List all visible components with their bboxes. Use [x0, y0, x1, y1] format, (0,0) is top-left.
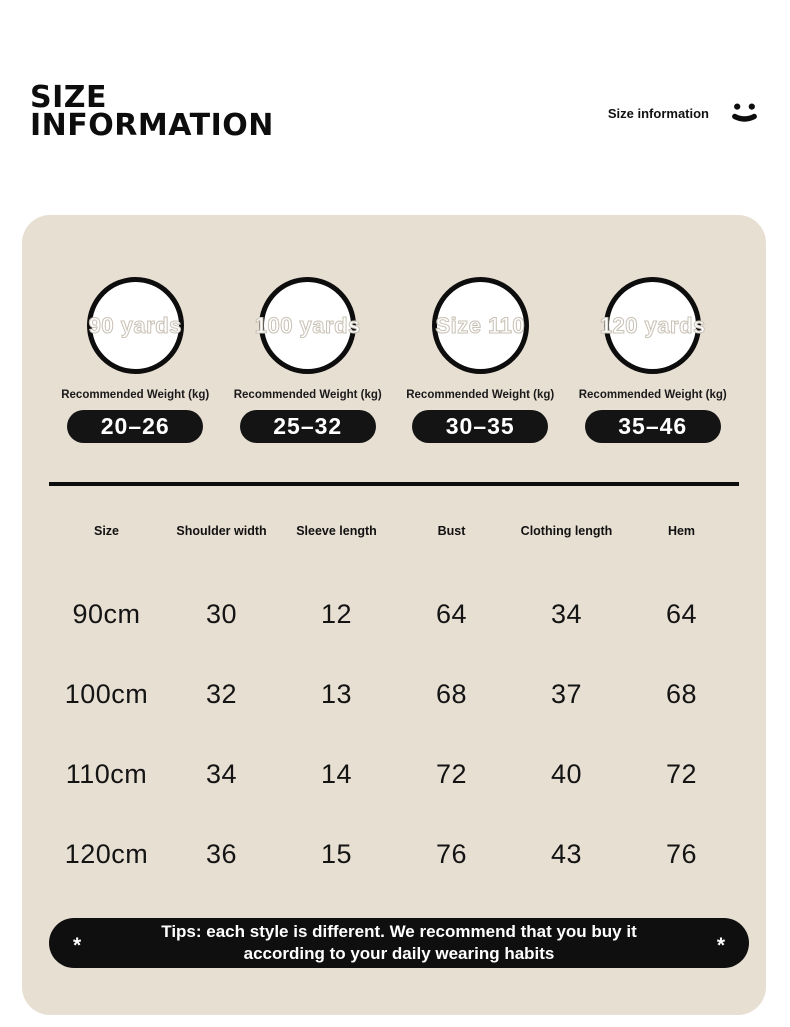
header-cell-shoulder-width: Shoulder width: [176, 524, 267, 538]
tips-text: Tips: each style is different. We recommend that you buy it according to your daily wearing habits: [161, 921, 637, 963]
size-circle-label: 120 yards: [599, 312, 706, 338]
size-option-100: [222, 277, 395, 443]
weight-range-pill: 30–35: [412, 410, 548, 443]
header-right: [608, 100, 758, 126]
size-option-120: [567, 277, 740, 443]
size-table: [49, 524, 739, 894]
table-row-120cm: [49, 814, 739, 894]
tips-asterisk-left: *: [73, 934, 82, 958]
cell-size: 110cm: [65, 758, 148, 789]
header-cell-bust: Bust: [437, 524, 466, 538]
size-panel: [22, 215, 766, 1015]
weight-range-pill: 35–46: [585, 410, 721, 443]
recommended-weight-label: Recommended Weight (kg): [233, 389, 382, 401]
size-circle-label: 90 yards: [88, 312, 182, 338]
cell-clothing-length: 34: [550, 598, 583, 629]
weight-range-pill: 20–26: [67, 410, 203, 443]
table-row-110cm: [49, 734, 739, 814]
size-circle-100: [254, 277, 361, 374]
size-options-row: [49, 277, 739, 443]
size-circle-110: [432, 277, 529, 374]
weight-range-pill: 25–32: [240, 410, 376, 443]
cell-size: 90cm: [72, 598, 141, 629]
cell-hem: 68: [665, 678, 698, 709]
cell-bust: 76: [435, 838, 468, 869]
cell-shoulder-width: 36: [205, 838, 238, 869]
cell-bust: 72: [435, 758, 468, 789]
cell-size: 120cm: [64, 838, 149, 869]
cell-hem: 64: [665, 598, 698, 629]
cell-clothing-length: 40: [550, 758, 583, 789]
cell-clothing-length: 43: [550, 838, 583, 869]
size-circle-90: [87, 277, 184, 374]
cell-hem: 76: [665, 838, 698, 869]
recommended-weight-label: Recommended Weight (kg): [578, 389, 727, 401]
divider: [49, 482, 739, 486]
size-option-90: [49, 277, 222, 443]
cell-sleeve-length: 15: [320, 838, 353, 869]
page-title-line2: INFORMATION: [30, 108, 274, 143]
header-cell-clothing-length: Clothing length: [520, 524, 613, 538]
size-circle-120: [599, 277, 706, 374]
recommended-weight-label: Recommended Weight (kg): [61, 389, 210, 401]
size-circle-label: 100 yards: [254, 312, 361, 338]
header-cell-hem: Hem: [667, 524, 696, 538]
cell-sleeve-length: 12: [320, 598, 353, 629]
cell-bust: 64: [435, 598, 468, 629]
cell-shoulder-width: 30: [205, 598, 238, 629]
tips-asterisk-right: *: [716, 934, 725, 958]
header-cell-sleeve-length: Sleeve length: [296, 524, 377, 538]
cell-bust: 68: [435, 678, 468, 709]
cell-shoulder-width: 34: [205, 758, 238, 789]
table-body: [49, 574, 739, 894]
cell-clothing-length: 37: [550, 678, 583, 709]
size-option-110: [394, 277, 567, 443]
size-information-label: Size information: [607, 105, 709, 121]
page-title-line1: SIZE: [30, 80, 108, 115]
table-header-row: [49, 524, 739, 538]
cell-sleeve-length: 14: [320, 758, 353, 789]
cell-hem: 72: [665, 758, 698, 789]
cell-size: 100cm: [64, 678, 149, 709]
cell-shoulder-width: 32: [205, 678, 238, 709]
tips-bar: [49, 918, 749, 968]
smiley-face-icon: [731, 101, 758, 125]
table-row-90cm: [49, 574, 739, 654]
page-title: [30, 80, 274, 143]
table-row-100cm: [49, 654, 739, 734]
cell-sleeve-length: 13: [320, 678, 353, 709]
recommended-weight-label: Recommended Weight (kg): [406, 389, 555, 401]
size-circle-label: Size 110: [435, 312, 526, 338]
header-cell-size: Size: [93, 524, 119, 538]
